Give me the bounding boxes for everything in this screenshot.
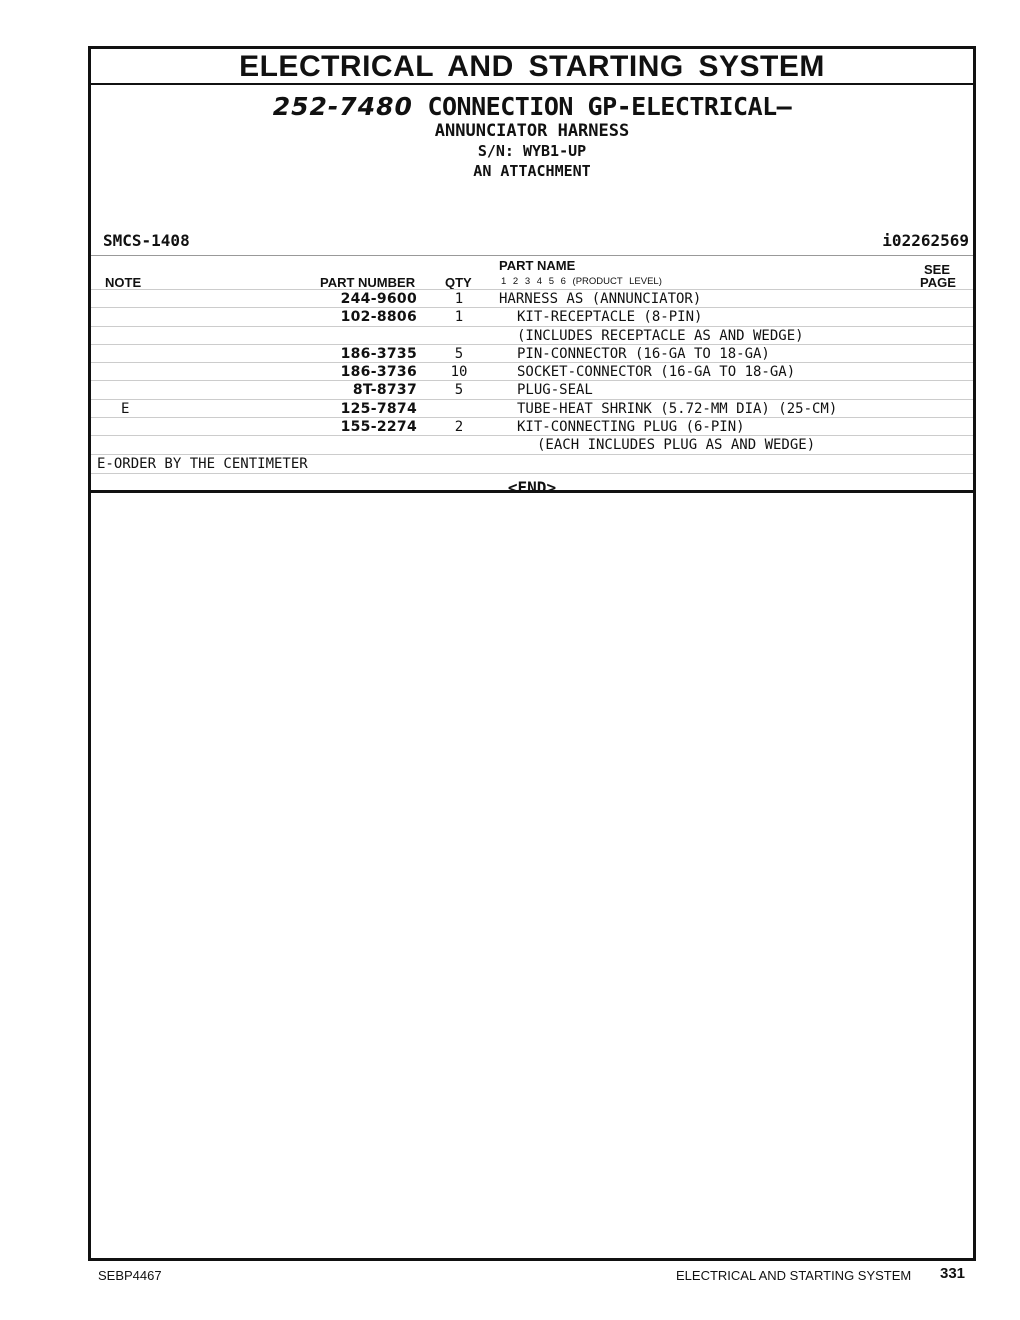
row-part-name: PLUG-SEAL [517,382,593,399]
table-row [91,380,973,398]
section-title: ELECTRICAL AND STARTING SYSTEM [91,49,973,85]
row-part-number: 8T-8737 [352,382,417,399]
header-part-name: PART NAME [499,258,576,273]
header-see: SEE [924,262,951,277]
row-qty: 1 [454,309,464,326]
row-part-name: PIN-CONNECTOR (16-GA TO 18-GA) [517,345,770,362]
footer-doc-id: SEBP4467 [98,1268,162,1283]
illustration-id: i02262569 [882,231,969,250]
group-title-line [91,93,973,121]
group-block [91,92,973,497]
footer-section: ELECTRICAL AND STARTING SYSTEM [676,1268,912,1283]
row-part-name: KIT-RECEPTACLE (8-PIN) [517,309,703,326]
header-page: PAGE [920,275,956,290]
serial-number: S/N: WYB1-UP [477,142,587,160]
row-part-number: 102-8806 [340,309,417,326]
row-part-name: SOCKET-CONNECTOR (16-GA TO 18-GA) [517,364,796,381]
smcs-code: SMCS-1408 [103,231,190,250]
header-part-number: PART NUMBER [320,275,416,290]
footnote [91,454,973,474]
table-row [91,344,973,362]
row-qty: 1 [454,291,464,307]
table-row [91,307,973,325]
table-header [91,255,973,290]
group-subtitle: ANNUNCIATOR HARNESS [434,121,630,141]
table-row [91,417,973,435]
row-qty: 2 [454,419,464,436]
row-part-number: 125-7874 [340,400,417,417]
footer-page-number: 331 [940,1265,966,1282]
table-row [91,362,973,380]
attachment-label: AN ATTACHMENT [473,162,591,180]
row-part-name: TUBE-HEAT SHRINK (5.72-MM DIA) (25-CM) [517,400,838,417]
row-part-number: 244-9600 [340,291,417,307]
header-product-levels: 1 2 3 4 5 6 (PRODUCT LEVEL) [501,276,662,287]
row-qty: 5 [454,345,464,362]
end-marker: <END> [507,477,557,497]
row-part-number: 155-2274 [340,419,417,436]
header-qty: QTY [445,275,472,290]
row-qty: 5 [454,382,464,399]
row-part-number: 186-3736 [340,364,417,381]
group-number: 252-7480 [272,92,413,121]
row-part-name: (EACH INCLUDES PLUG AS AND WEDGE) [537,437,816,454]
page-frame [88,46,976,1261]
row-qty: 10 [450,364,468,381]
row-note: E [121,400,130,417]
group-title: CONNECTION GP-ELECTRICAL– [427,92,792,121]
row-part-number: 186-3735 [340,345,417,362]
row-part-name: KIT-CONNECTING PLUG (6-PIN) [517,419,745,436]
header-note: NOTE [105,275,142,290]
table-row [91,435,973,453]
table-row [91,326,973,344]
row-part-name: HARNESS AS (ANNUNCIATOR) [499,291,702,307]
row-part-name: (INCLUDES RECEPTACLE AS AND WEDGE) [517,327,804,344]
parts-table [91,289,973,497]
table-row [91,289,973,307]
footnote-text: E-ORDER BY THE CENTIMETER [97,455,308,472]
table-row [91,399,973,417]
